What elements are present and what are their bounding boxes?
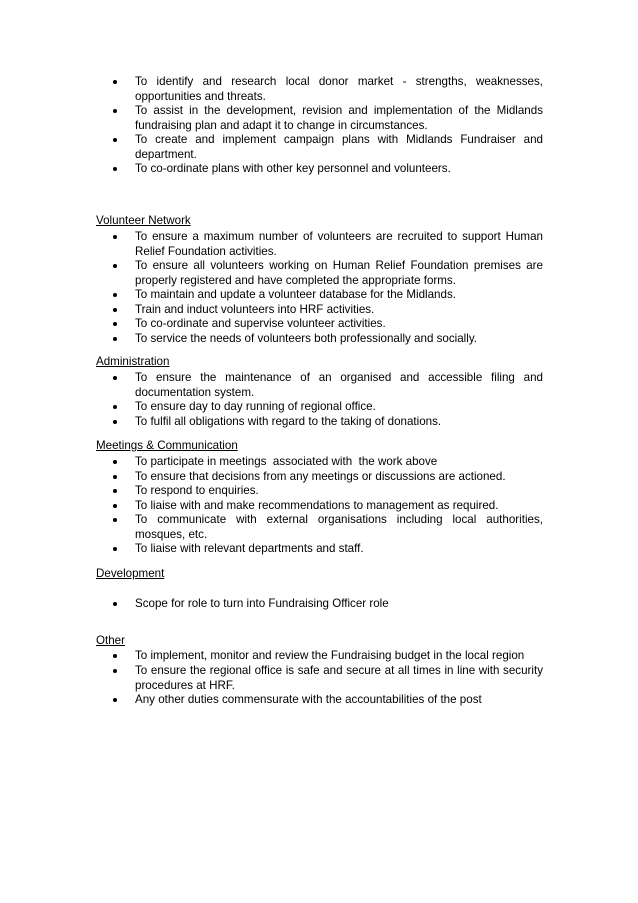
bullet-icon	[113, 235, 117, 239]
bullet-icon	[113, 109, 117, 113]
list-item-text: To fulfil all obligations with regard to the taking of donations.	[135, 415, 442, 428]
list-item-text: To co-ordinate and supervise volunteer activities.	[135, 317, 386, 330]
list-item-text: To liaise with relevant departments and staff.	[135, 542, 364, 555]
bullet-icon	[113, 337, 117, 341]
section-heading-volunteer-network: Volunteer Network	[96, 214, 191, 227]
bullet-icon	[113, 489, 117, 493]
bullet-icon	[113, 264, 117, 268]
bullet-icon	[113, 138, 117, 142]
list-item-text: To assist in the development, revision and implementation of the Midlands fundraising plan and adapt it to change in circumstances.	[135, 104, 543, 132]
list-item-text: To service the needs of volunteers both professionally and socially.	[135, 332, 477, 345]
section-heading-development: Development	[96, 567, 165, 580]
bullet-icon	[113, 80, 117, 84]
list-item-text: To ensure all volunteers working on Human Relief Foundation premises are properly registered and have completed the appropriate forms.	[135, 259, 543, 287]
bullet-icon	[113, 460, 117, 464]
section-heading-other: Other	[96, 634, 125, 647]
bullet-icon	[113, 602, 117, 606]
bullet-icon	[113, 475, 117, 479]
list-item-text: To respond to enquiries.	[135, 484, 259, 497]
list-item-text: To ensure that decisions from any meetings or discussions are actioned.	[135, 470, 506, 483]
bullet-icon	[113, 308, 117, 312]
list-item-text: To liaise with and make recommendations to management as required.	[135, 499, 499, 512]
bullet-icon	[113, 405, 117, 409]
bullet-icon	[113, 420, 117, 424]
list-item-text: To ensure a maximum number of volunteers are recruited to support Human Relief Foundation activities.	[135, 230, 543, 258]
list-item-text: To implement, monitor and review the Fundraising budget in the local region	[135, 649, 525, 662]
bullet-icon	[113, 518, 117, 522]
bullet-icon	[113, 654, 117, 658]
list-item-text: To maintain and update a volunteer database for the Midlands.	[135, 288, 456, 301]
bullet-icon	[113, 376, 117, 380]
bullet-icon	[113, 322, 117, 326]
bullet-icon	[113, 669, 117, 673]
section-heading-meetings-communication: Meetings & Communication	[96, 439, 238, 452]
bullet-icon	[113, 504, 117, 508]
bullet-icon	[113, 293, 117, 297]
list-item-text: To co-ordinate plans with other key personnel and volunteers.	[135, 162, 451, 175]
list-item-text: To ensure day to day running of regional office.	[135, 400, 376, 413]
bullet-icon	[113, 167, 117, 171]
list-item-text: To ensure the maintenance of an organised and accessible filing and documentation system.	[135, 371, 543, 399]
list-item-text: To ensure the regional office is safe and secure at all times in line with security procedures at HRF.	[135, 664, 543, 692]
bullet-icon	[113, 698, 117, 702]
list-item-text: To identify and research local donor market - strengths, weaknesses, opportunities and threats.	[135, 75, 543, 103]
list-item-text: To participate in meetings associated with the work above	[135, 455, 438, 468]
section-heading-administration: Administration	[96, 355, 170, 368]
bullet-icon	[113, 547, 117, 551]
list-item-text: To create and implement campaign plans with Midlands Fundraiser and department.	[135, 133, 543, 161]
list-item-text: To communicate with external organisations including local authorities, mosques, etc.	[135, 513, 543, 541]
list-item-text: Any other duties commensurate with the accountabilities of the post	[135, 693, 482, 706]
list-item-text: Train and induct volunteers into HRF activities.	[135, 303, 375, 316]
list-item-text: Scope for role to turn into Fundraising Officer role	[135, 597, 389, 610]
